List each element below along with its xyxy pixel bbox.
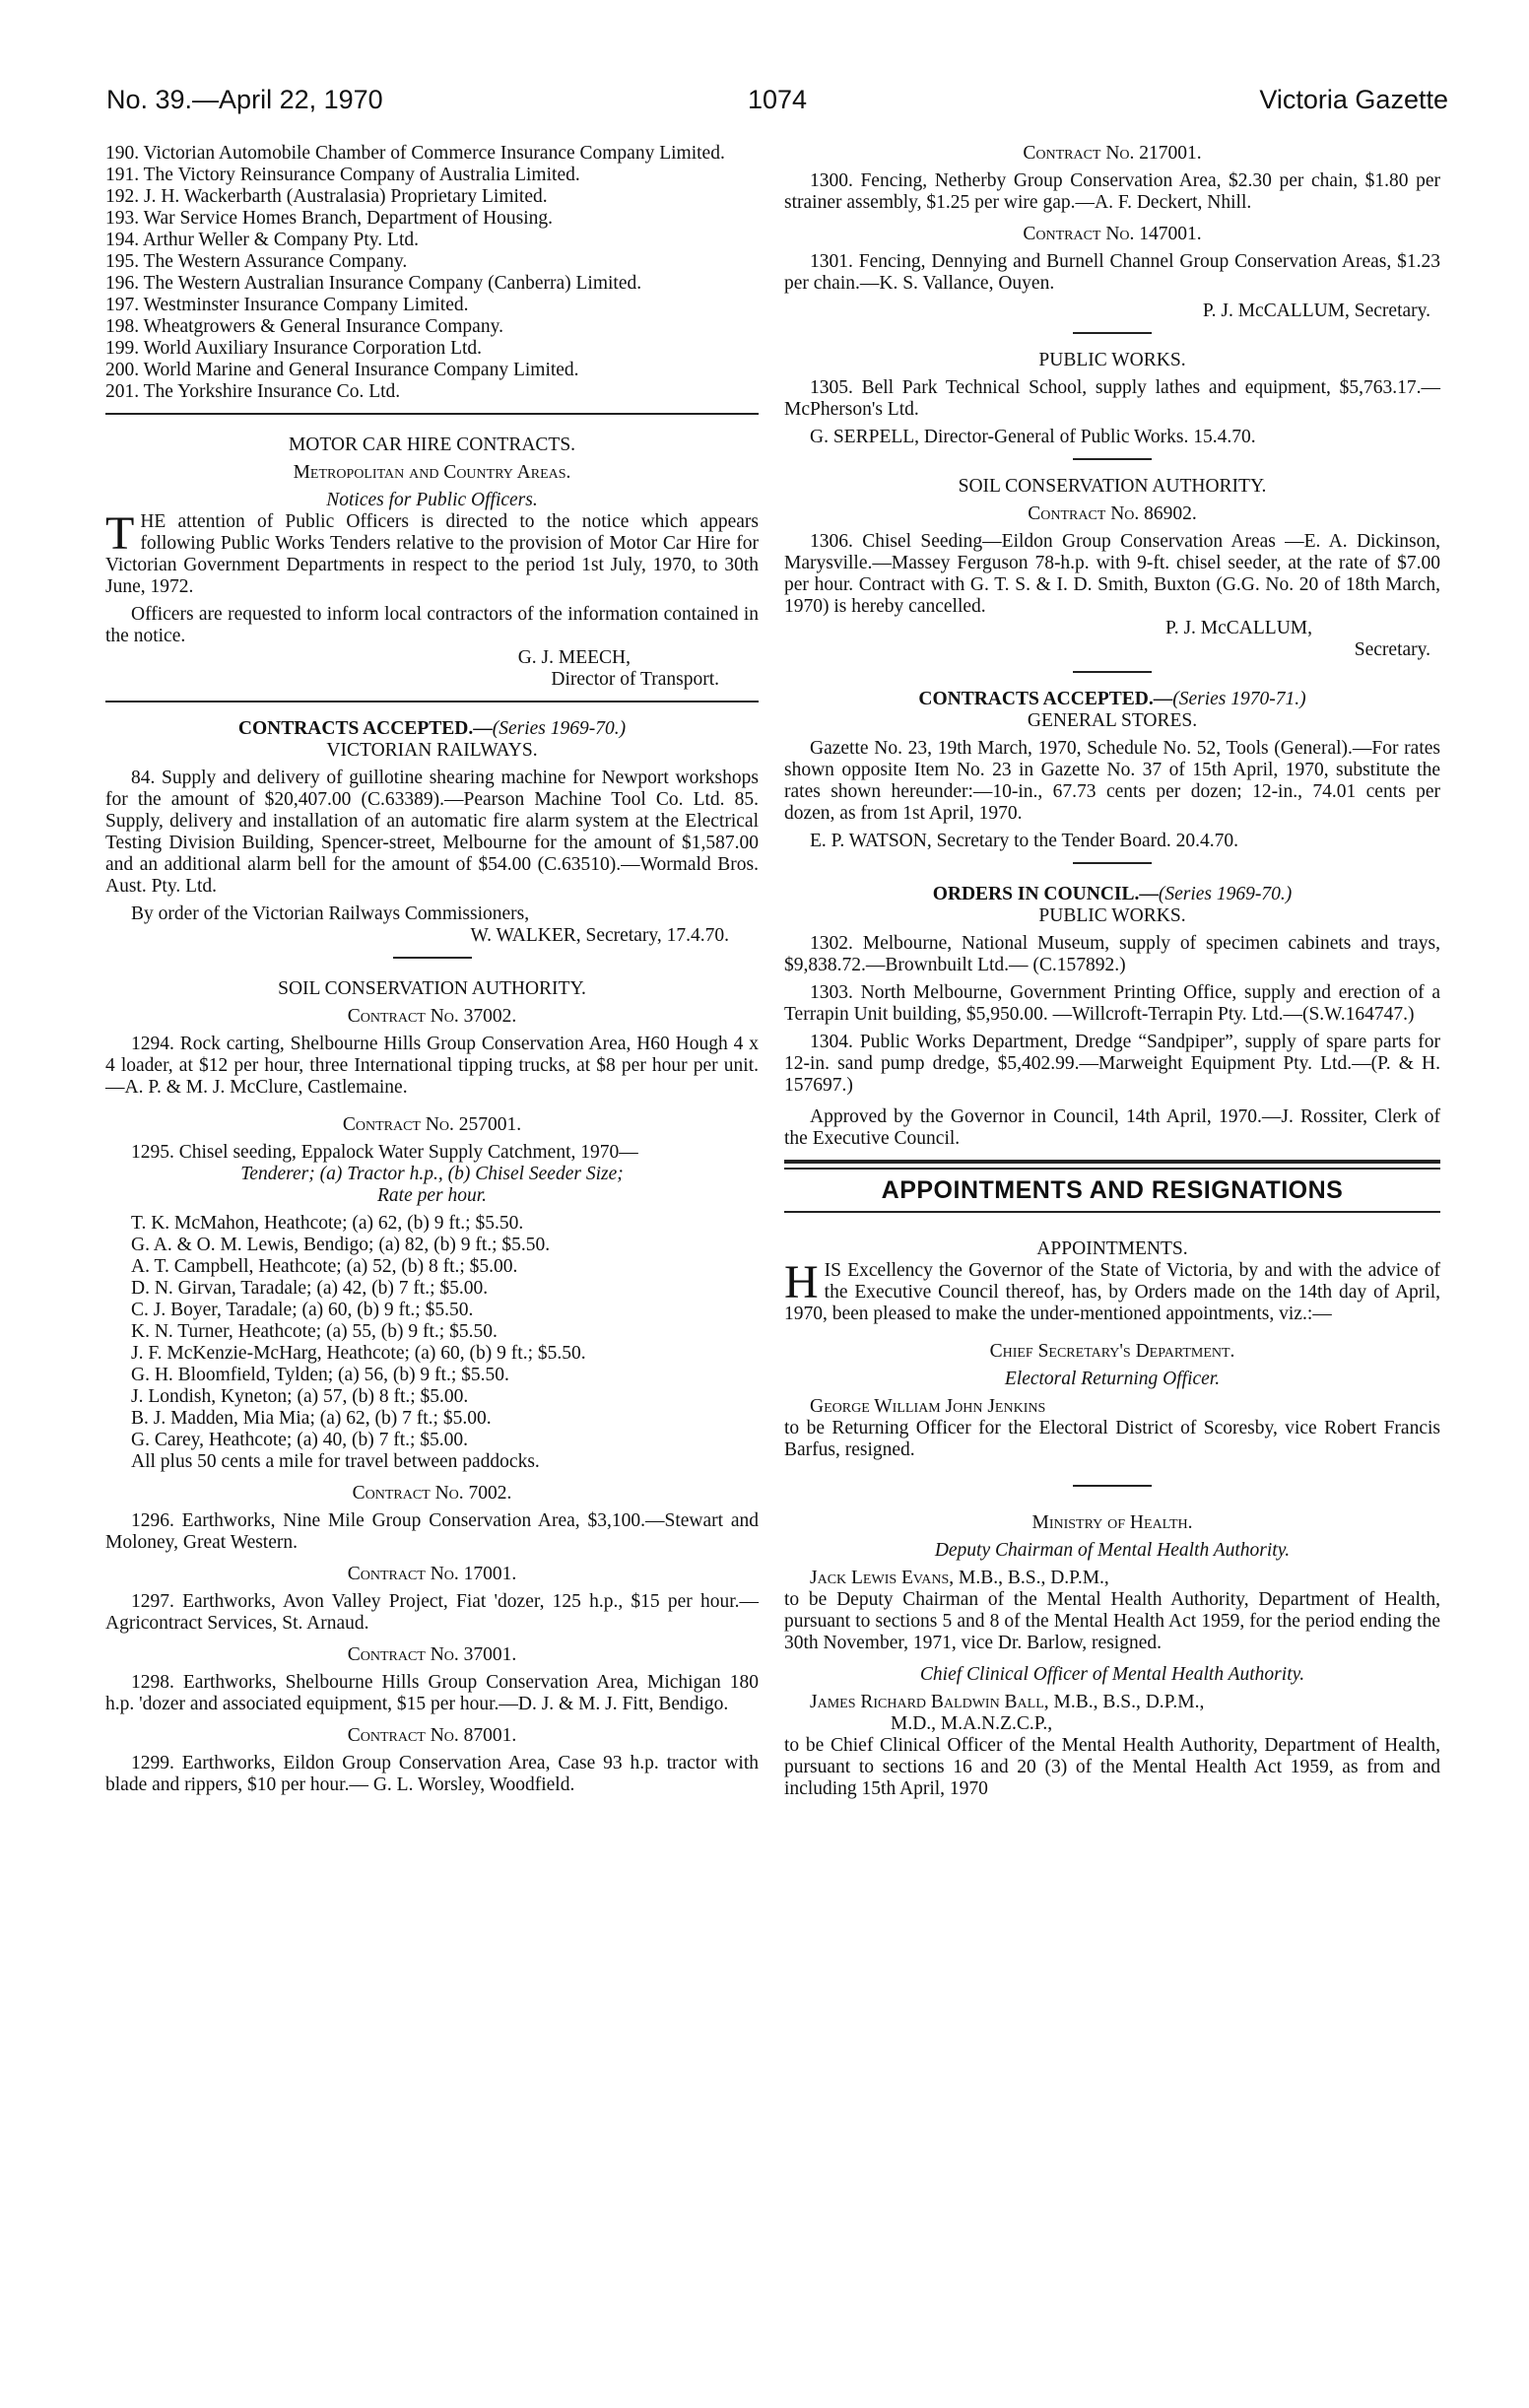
- list-item: A. T. Campbell, Heathcote; (a) 52, (b) 8 ft.; $5.00.: [131, 1256, 518, 1277]
- contracts-accepted-heading: CONTRACTS ACCEPTED.—(Series 1969-70.): [237, 718, 627, 739]
- contract-item: 1298. Earthworks, Shelbourne Hills Group Conservation Area, Michigan 180 h.p. 'dozer and associated equipment, $15 per hour.—D. J. & M. J. Fitt, Bendigo.: [105, 1672, 759, 1714]
- list-item: 201. The Yorkshire Insurance Co. Ltd.: [105, 381, 401, 402]
- signature-title: Secretary.: [1354, 639, 1430, 660]
- railways-order: By order of the Victorian Railways Commissioners,: [131, 903, 530, 924]
- contract-item: 1305. Bell Park Technical School, supply lathes and equipment, $5,763.17.—McPherson's Ltd.: [784, 377, 1440, 420]
- contract-item: 1299. Earthworks, Eildon Group Conservation Area, Case 93 h.p. tractor with blade and rippers, $10 per hour.— G. L. Worsley, Woodfield.: [105, 1753, 759, 1795]
- contract-number: Contract No. 87001.: [347, 1725, 517, 1746]
- tenderer-key: Rate per hour.: [376, 1185, 488, 1206]
- short-divider: [1073, 1485, 1152, 1487]
- signature-name: P. J. McCALLUM,: [1165, 618, 1312, 638]
- list-item: 193. War Service Homes Branch, Department of Housing.: [105, 208, 554, 229]
- public-works-title: PUBLIC WORKS.: [1038, 905, 1186, 926]
- railways-body: 84. Supply and delivery of guillotine shearing machine for Newport workshops for the amount of $20,407.00 (C.63389).—Pearson Machine Tool Co. Ltd. 85. Supply, delivery and installation of an automatic fire alarm system at the Electrical Testing Division Building, Spencer-street, Melbourne for the amount of $1,587.00 and an additional alarm bell for the amount of $54.00 (C.63510).—Wormald Bros. Aust. Pty. Ltd.: [105, 768, 759, 897]
- approval-statement: Approved by the Governor in Council, 14th April, 1970.—J. Rossiter, Clerk of the Executive Council.: [784, 1106, 1440, 1149]
- motor-hire-subtitle: Metropolitan and Country Areas.: [293, 462, 571, 483]
- contract-item: 1301. Fencing, Dennying and Burnell Channel Group Conservation Areas, $1.23 per chain.—K. S. Vallance, Ouyen.: [784, 251, 1440, 294]
- appointment-text: to be Deputy Chairman of the Mental Health Authority, Department of Health, pursuant to sections 5 and 8 of the Mental Health Act 1959, for the period ending the 30th November, 1971, vice Dr. Barlow, resigned.: [784, 1589, 1440, 1653]
- motor-hire-notice: THE attention of Public Officers is directed to the notice which appears following Public Works Tenders relative to the provision of Motor Car Hire for Victorian Government Departments in respect to the period 1st July, 1970, to 30th June, 1972.: [105, 507, 759, 597]
- contract-number: Contract No. 217001.: [1023, 143, 1202, 164]
- drop-cap: T: [105, 507, 135, 560]
- travel-note: All plus 50 cents a mile for travel between paddocks.: [131, 1451, 540, 1472]
- list-item: G. H. Bloomfield, Tylden; (a) 56, (b) 9 ft.; $5.50.: [131, 1365, 509, 1385]
- soil-authority-title: SOIL CONSERVATION AUTHORITY.: [278, 978, 586, 999]
- short-divider: [1073, 862, 1152, 864]
- position-title: Deputy Chairman of Mental Health Authority.: [934, 1540, 1291, 1561]
- signature-name: G. J. MEECH,: [517, 647, 631, 668]
- appointments-intro: HIS Excellency the Governor of the State of Victoria, by and with the advice of the Executive Council thereof, has, by Orders made on the 14th day of April, 1970, been pleased to make the under-mentioned appointments, viz.:—: [784, 1256, 1440, 1324]
- department-title: Chief Secretary's Department.: [989, 1341, 1235, 1362]
- gazette-amendment: Gazette No. 23, 19th March, 1970, Schedule No. 52, Tools (General).—For rates shown opposite Item No. 23 in Gazette No. 37 of 15th April, 1970, substitute the rates shown hereunder:—10-in., 67.73 cents per dozen; 12-in., 74.01 cents per dozen, as from 1st April, 1970.: [784, 738, 1440, 824]
- railways-title: VICTORIAN RAILWAYS.: [326, 740, 538, 761]
- contract-item: 1297. Earthworks, Avon Valley Project, Fiat 'dozer, 125 h.p., $15 per hour.—Agricontract Services, St. Arnaud.: [105, 1591, 759, 1634]
- contract-number: Contract No. 86902.: [1028, 503, 1197, 524]
- appointment-text: to be Chief Clinical Officer of the Mental Health Authority, Department of Health, pursuant to sections 16 and 20 (3) of the Mental Health Act 1959, as from and including 15th April, 1970: [784, 1735, 1440, 1799]
- double-divider: [784, 1160, 1440, 1170]
- signature: E. P. WATSON, Secretary to the Tender Board. 20.4.70.: [810, 831, 1238, 851]
- motor-hire-title: MOTOR CAR HIRE CONTRACTS.: [288, 435, 576, 455]
- list-item: D. N. Girvan, Taradale; (a) 42, (b) 7 ft.; $5.00.: [131, 1278, 489, 1299]
- contract-number: Contract No. 257001.: [342, 1114, 522, 1135]
- list-item: 190. Victorian Automobile Chamber of Commerce Insurance Company Limited.: [105, 143, 725, 164]
- tenderer-list: [105, 1213, 759, 1451]
- signature: P. J. McCALLUM, Secretary.: [1202, 301, 1430, 321]
- signature-title: Director of Transport.: [551, 669, 719, 690]
- signature: G. SERPELL, Director-General of Public Works. 15.4.70.: [810, 427, 1256, 447]
- contract-item: 1306. Chisel Seeding—Eildon Group Conservation Areas —E. A. Dickinson, Marysville.—Massey Ferguson 78-h.p. with 9-ft. chisel seeder, at the rate of $7.00 per hour. Contract with G. T. S. & I. D. Smith, Buxton (G.G. No. 20 of 18th March, 1970) is hereby cancelled.: [784, 531, 1440, 617]
- drop-cap: H: [784, 1256, 819, 1308]
- soil-authority-title: SOIL CONSERVATION AUTHORITY.: [958, 476, 1267, 497]
- list-item: 197. Westminster Insurance Company Limited.: [105, 295, 469, 315]
- order-item: 1303. North Melbourne, Government Printing Office, supply and erection of a Terrapin Unit building, $5,950.00. —Willcroft-Terrapin Pty. Ltd.—(S.W.164747.): [784, 982, 1440, 1025]
- list-item: 195. The Western Assurance Company.: [105, 251, 408, 272]
- contract-number: Contract No. 17001.: [347, 1564, 517, 1584]
- order-item: 1304. Public Works Department, Dredge “Sandpiper”, supply of spare parts for 12-in. sand pump dredge, $5,402.99.—Marweight Equipment Pty. Ltd.—(P. & H. 157697.): [784, 1032, 1440, 1096]
- notice-heading: Notices for Public Officers.: [326, 490, 538, 510]
- list-item: 192. J. H. Wackerbarth (Australasia) Proprietary Limited.: [105, 186, 548, 207]
- motor-hire-note: Officers are requested to inform local contractors of the information contained in the notice.: [105, 604, 759, 646]
- appointments-title: APPOINTMENTS.: [1036, 1238, 1188, 1259]
- list-item: 191. The Victory Reinsurance Company of Australia Limited.: [105, 165, 580, 185]
- orders-in-council-heading: ORDERS IN COUNCIL.—(Series 1969-70.): [932, 884, 1293, 904]
- appointment-text: to be Returning Officer for the Electoral District of Scoresby, vice Robert Francis Barfus, resigned.: [784, 1418, 1440, 1460]
- public-works-title: PUBLIC WORKS.: [1038, 350, 1186, 370]
- appointee-qualifications: M.D., M.A.N.Z.C.P.,: [891, 1713, 1053, 1734]
- list-item: K. N. Turner, Heathcote; (a) 55, (b) 9 ft.; $5.50.: [131, 1321, 498, 1342]
- list-item: G. A. & O. M. Lewis, Bendigo; (a) 82, (b) 9 ft.; $5.50.: [131, 1235, 551, 1255]
- contract-item: 1296. Earthworks, Nine Mile Group Conservation Area, $3,100.—Stewart and Moloney, Great Western.: [105, 1510, 759, 1553]
- railways-signature: W. WALKER, Secretary, 17.4.70.: [470, 925, 729, 946]
- page-header: [106, 85, 1448, 124]
- short-divider: [393, 957, 472, 959]
- list-item: T. K. McMahon, Heathcote; (a) 62, (b) 9 ft.; $5.50.: [131, 1213, 524, 1234]
- contract-item: 1300. Fencing, Netherby Group Conservation Area, $2.30 per chain, $1.80 per strainer assembly, $1.25 per wire gap.—A. F. Deckert, Nhill.: [784, 170, 1440, 213]
- section-title: APPOINTMENTS AND RESIGNATIONS: [881, 1176, 1344, 1204]
- list-item: 196. The Western Australian Insurance Company (Canberra) Limited.: [105, 273, 642, 294]
- gazette-title: Victoria Gazette: [1259, 85, 1448, 114]
- page-number: 1074: [747, 85, 808, 114]
- issue-date: No. 39.—April 22, 1970: [106, 85, 383, 114]
- contract-item: 1295. Chisel seeding, Eppalock Water Supply Catchment, 1970—: [131, 1142, 638, 1163]
- list-item: J. Londish, Kyneton; (a) 57, (b) 8 ft.; $5.00.: [131, 1386, 469, 1407]
- insurer-list: [105, 143, 759, 403]
- list-item: C. J. Boyer, Taradale; (a) 60, (b) 9 ft.; $5.50.: [131, 1300, 474, 1320]
- left-column: [105, 143, 759, 1796]
- position-title: Chief Clinical Officer of Mental Health Authority.: [919, 1664, 1305, 1685]
- list-item: J. F. McKenzie-McHarg, Heathcote; (a) 60, (b) 9 ft.; $5.50.: [131, 1343, 586, 1364]
- short-divider: [1073, 458, 1152, 460]
- contracts-accepted-heading: CONTRACTS ACCEPTED.—(Series 1970-71.): [918, 689, 1306, 709]
- appointee-name: George William John Jenkins: [810, 1396, 1046, 1417]
- contract-number: Contract No. 147001.: [1023, 224, 1202, 244]
- contract-number: Contract No. 7002.: [352, 1483, 512, 1504]
- contract-item: 1294. Rock carting, Shelbourne Hills Group Conservation Area, H60 Hough 4 x 4 loader, at $12 per hour, three International tipping trucks, at $8 per hour per unit.—A. P. & M. J. McClure, Castlemaine.: [105, 1034, 759, 1098]
- short-divider: [1073, 332, 1152, 334]
- tenderer-key: Tenderer; (a) Tractor h.p., (b) Chisel Seeder Size;: [240, 1164, 624, 1184]
- list-item: 198. Wheatgrowers & General Insurance Company.: [105, 316, 503, 337]
- list-item: 200. World Marine and General Insurance Company Limited.: [105, 360, 579, 380]
- contract-number: Contract No. 37002.: [347, 1006, 517, 1027]
- appointee-name: Jack Lewis Evans, M.B., B.S., D.P.M.,: [810, 1568, 1109, 1588]
- general-stores-title: GENERAL STORES.: [1027, 710, 1198, 731]
- appointee-name: James Richard Baldwin Ball, M.B., B.S., D.P.M.,: [810, 1692, 1205, 1712]
- list-item: G. Carey, Heathcote; (a) 40, (b) 7 ft.; $5.00.: [131, 1430, 469, 1450]
- divider: [784, 1211, 1440, 1213]
- list-item: 199. World Auxiliary Insurance Corporation Ltd.: [105, 338, 483, 359]
- right-column: [784, 143, 1440, 1800]
- contract-number: Contract No. 37001.: [347, 1644, 517, 1665]
- divider: [105, 701, 759, 702]
- list-item: 194. Arthur Weller & Company Pty. Ltd.: [105, 230, 419, 250]
- position-title: Electoral Returning Officer.: [1004, 1369, 1221, 1389]
- department-title: Ministry of Health.: [1031, 1512, 1193, 1533]
- list-item: B. J. Madden, Mia Mia; (a) 62, (b) 7 ft.; $5.00.: [131, 1408, 492, 1429]
- divider: [105, 413, 759, 415]
- short-divider: [1073, 671, 1152, 673]
- order-item: 1302. Melbourne, National Museum, supply of specimen cabinets and trays, $9,838.72.—Brownbuilt Ltd.— (C.157892.): [784, 933, 1440, 975]
